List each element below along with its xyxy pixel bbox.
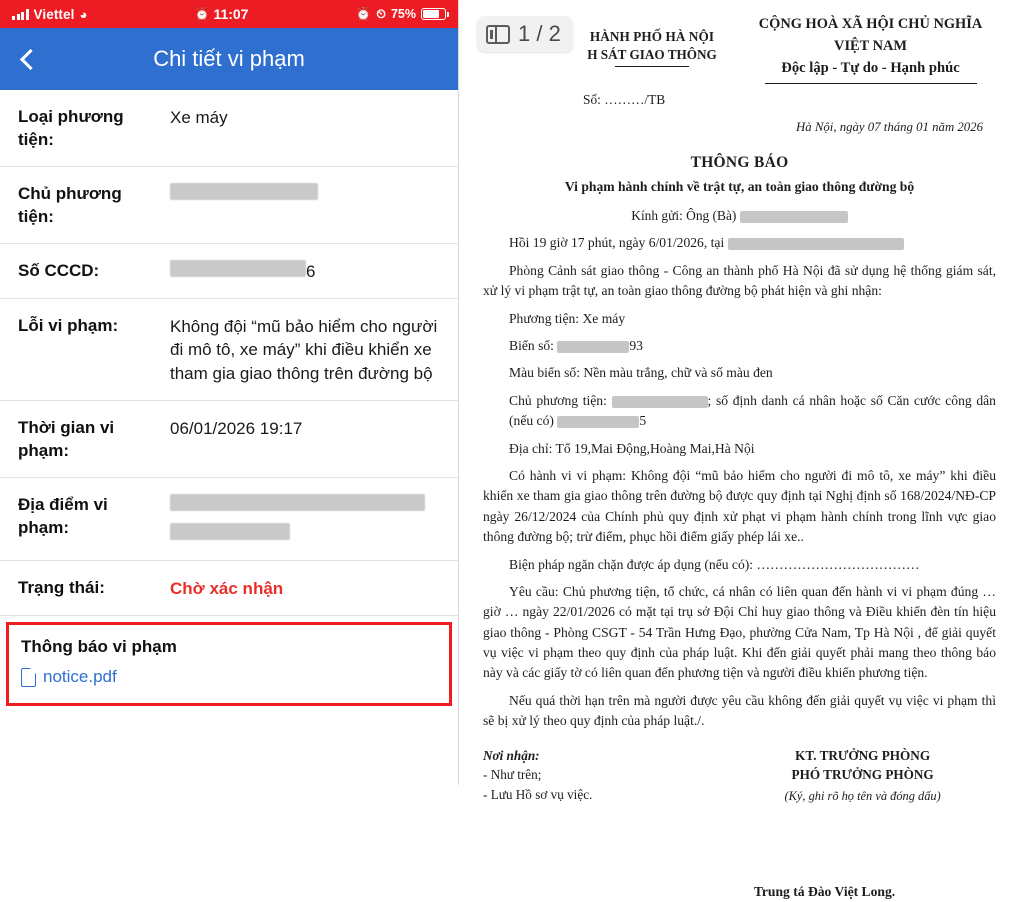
redacted-plate [557,341,629,353]
place-date: Hà Nội, ngày 07 tháng 01 năm 2026 [796,119,983,134]
paragraph-violation: Có hành vi vi phạm: Không đội “mũ bảo hiểm cho người đi mô tô, xe máy” khi điều khiển xe tham gia giao thông trên đường bộ được quy định tại Nghị định số 168/2024/NĐ-CP ngày 26/12/2024 của Chính phủ quy định xử phạt vi phạm hành chính trong lĩnh vực giao thông đường bộ; trừ điểm, phục hồi điểm giấy phép lái xe.. [483,467,996,545]
row-value-redacted [160,183,440,207]
nation-line-2: Độc lập - Tự do - Hạnh phúc [781,60,960,77]
redacted-mask [170,494,425,511]
pdf-file-icon [21,668,36,687]
signer-block [729,746,996,806]
row-value: Không đội “mũ bảo hiểm cho người đi mô tô, xe máy” khi điều khiển xe tham gia giao thông trên đường bộ [170,316,438,384]
recipient-label: Kính gửi: Ông (Bà) [631,208,737,224]
detail-row-vehicle-type [0,90,458,167]
document-title: THÔNG BÁO [690,153,789,171]
detail-row-status [0,561,458,616]
paragraph-intro: Phòng Cảnh sát giao thông - Công an thành phố Hà Nội đã sử dụng hệ thống giám sát, xử lý vi phạm trật tự, an toàn giao thông đường bộ phát hiện và ghi nhận: [483,262,996,299]
paragraph-time [483,233,996,253]
detail-row-location [0,478,458,562]
status-badge: Chờ xác nhận [170,579,284,599]
notice-document [483,10,996,902]
detail-row-time [0,401,458,478]
plate-label: Biển số: [509,338,554,354]
redacted-location [728,238,904,250]
row-label: Loại phương tiện: [18,107,124,149]
status-bar [0,0,458,28]
detail-row-violation [0,299,458,401]
status-bar-right [356,7,446,22]
signer-title-1: KT. TRƯỞNG PHÒNG [795,747,931,763]
battery-icon [421,8,446,20]
issuing-authority [569,14,735,67]
redacted-mask-2 [170,523,290,540]
redacted-mask [170,183,318,200]
recipients-title: Nơi nhận: [483,747,540,763]
nation-line-1: CỘNG HOÀ XÃ HỘI CHỦ NGHĨA VIỆT NAM [758,16,983,54]
row-label: Trạng thái: [18,578,105,598]
wifi-icon: ◕ [79,6,88,22]
recipient-line [483,206,996,226]
authority-underline [615,66,689,67]
notice-file-name: notice.pdf [43,667,117,687]
owner-tail-2: 5 [639,413,647,429]
redacted-owner [612,396,708,408]
authority-line-1: HÀNH PHỐ HÀ NỘI [589,29,715,44]
signature-note: (Ký, ghi rõ họ tên và đóng dấu) [784,789,941,804]
line-plate-color: Màu biển số: Nền màu trắng, chữ và số màu đen [509,365,773,381]
signal-bars-icon [12,9,29,20]
signer-name: Trung tá Đào Việt Long. [753,883,896,899]
nation-underline [765,83,977,84]
authority-line-2: H SÁT GIAO THÔNG [587,46,717,62]
national-heading [745,14,996,84]
back-chevron-icon [20,48,41,69]
battery-percent-label: 75% [390,7,416,21]
line-owner [483,391,996,432]
page-thumbnail-icon [486,25,510,44]
recipient-item-1: - Như trên; [483,767,542,783]
page-title: Chi tiết vi phạm [153,46,305,71]
line-plate [483,336,996,356]
notice-section-title: Thông báo vi phạm [21,637,177,657]
notice-highlight-box [6,622,452,706]
owner-tail: ; số định danh cá nhân hoặc số Căn cước công dân (nếu có) [509,392,996,429]
paragraph-measure: Biện pháp ngăn chặn được áp dụng (nếu có): ……………………………… [509,556,920,572]
row-label: Số CCCD: [18,260,100,280]
carrier-label: Viettel [33,6,75,22]
detail-row-owner [0,167,458,244]
paragraph-overdue: Nếu quá thời hạn trên mà người được yêu cầu không đến giải quyết vụ việc vi phạm thì sẽ bị xử lý theo quy định của pháp luật./. [483,692,996,729]
back-button[interactable] [0,28,56,90]
document-subtitle: Vi phạm hành chính về trật tự, an toàn giao thông đường bộ [564,178,915,194]
row-value: 06/01/2026 19:17 [170,418,303,438]
alarm-icon: ⏰ [194,7,210,21]
app-navbar [0,28,458,90]
row-label: Chủ phương tiện: [18,183,122,226]
row-label: Thời gian vi phạm: [18,417,115,460]
page-indicator-chip[interactable] [477,16,573,52]
document-number: Số: ………/TB [583,92,666,108]
alarm-small-icon: ⏲ [376,6,386,21]
row-value: Xe máy [170,108,228,127]
recipients-block [483,746,729,806]
redacted-id [557,416,639,428]
paragraph-request: Yêu cầu: Chủ phương tiện, tổ chức, cá nhân có liên quan đến hành vi vi phạm đúng … giờ … ngày 22/01/2026 có mặt tại trụ sở Đội Chỉ huy giao thông và Điều khiển đèn tín hiệu giao thông - Phòng CSGT - 54 Trần Hưng Đạo, phường Cửa Nam, Tp Hà Nội , để giải quyết vụ việc vi phạm theo quy định của pháp luật. Khi đến giải quyết phải mang theo thông báo này và các giấy tờ có liên quan đến phương tiện và người điều khiển phương tiện. [483,583,996,681]
signer-title-2: PHÓ TRƯỞNG PHÒNG [791,767,934,783]
phone-app-panel [0,0,459,785]
row-value-redacted [160,494,440,547]
time-text: Hồi 19 giờ 17 phút, ngày 6/01/2026, tại [509,235,725,251]
line-vehicle: Phương tiện: Xe máy [509,310,626,326]
line-address: Địa chỉ: Tổ 19,Mai Động,Hoàng Mai,Hà Nội [509,440,755,456]
recipient-item-2: - Lưu Hồ sơ vụ việc. [483,787,593,803]
row-label: Lỗi vi phạm: [18,315,119,335]
status-bar-center [194,6,248,22]
redacted-recipient [740,211,848,223]
document-viewer-panel [459,0,1020,899]
row-value-tail: 6 [306,261,316,281]
page-indicator-label: 1 / 2 [518,21,561,46]
row-value-redacted [160,260,440,284]
violation-detail-list [0,90,458,785]
plate-tail: 93 [629,338,643,354]
owner-label: Chủ phương tiện: [509,392,607,408]
detail-row-cccd [0,244,458,299]
rotation-lock-icon: ⏰ [355,6,372,21]
signature-block [483,746,996,806]
row-label: Địa điểm vi phạm: [18,494,108,537]
redacted-mask [170,260,306,277]
status-bar-left [12,7,87,22]
status-time: 11:07 [213,6,249,22]
notice-pdf-link[interactable] [21,667,437,687]
